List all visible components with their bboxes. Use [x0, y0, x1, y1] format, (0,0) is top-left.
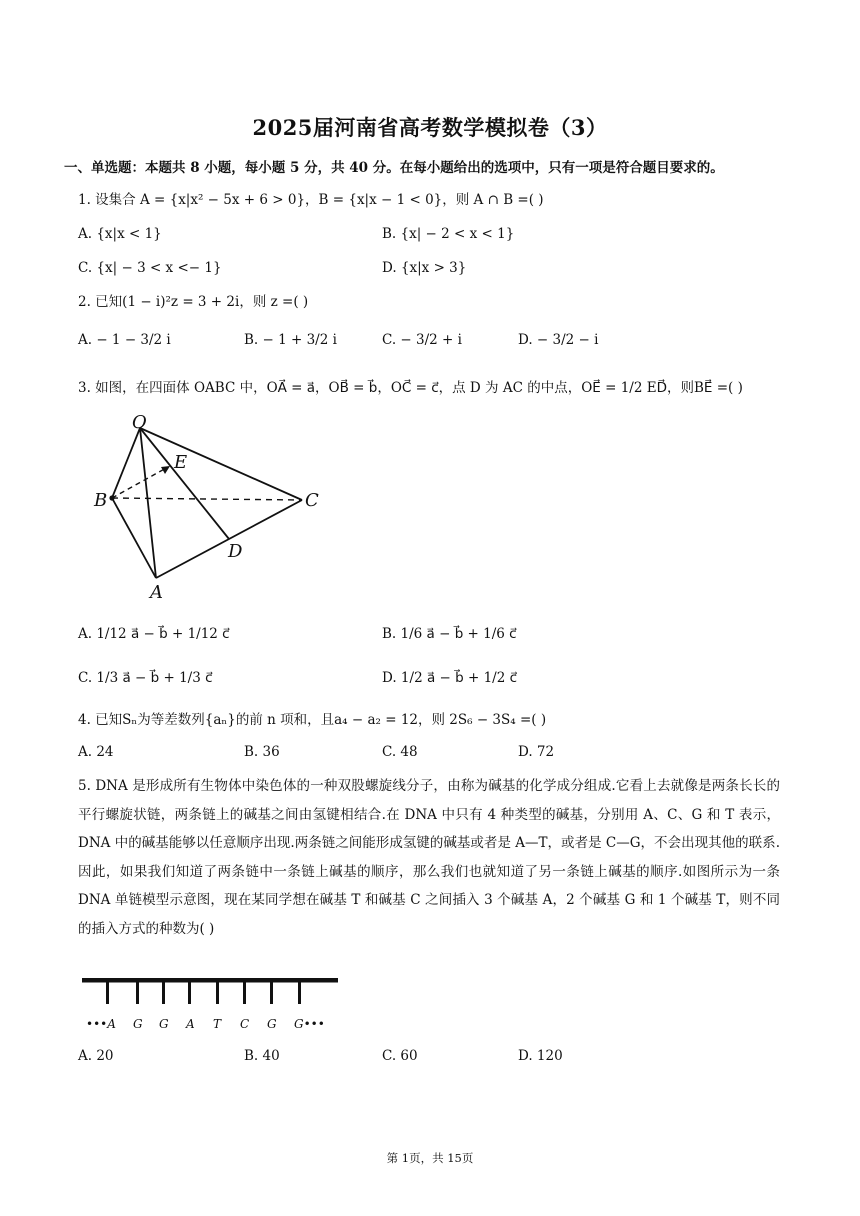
edge-bc-dashed — [112, 498, 302, 500]
q1-option-c: C. {x| − 3 < x <− 1} — [78, 260, 222, 276]
page-title: 2025届河南省高考数学模拟卷（3） — [252, 115, 608, 140]
page-footer: 第 1页，共 15页 — [386, 1151, 474, 1165]
q4-option-d: D. 72 — [518, 744, 555, 760]
dna-base-stick — [188, 982, 191, 1004]
label-d: D — [228, 541, 243, 562]
dna-label: G — [133, 1017, 143, 1031]
q5-option-b: B. 40 — [244, 1048, 280, 1064]
dna-label: T — [213, 1017, 222, 1031]
edge-ac — [156, 500, 302, 578]
q3-stem: 3. 如图，在四面体 OABC 中，OA⃗ = a⃗，OB⃗ = b⃗，OC⃗ = c⃗，点 D 为 AC 的中点，OE⃗ = 1/2 ED⃗，则BE⃗ =( ) — [78, 380, 743, 396]
dna-base-stick — [270, 982, 273, 1004]
dna-label: •••A — [86, 1017, 116, 1031]
tetrahedron-figure — [86, 412, 326, 608]
dna-base-stick — [162, 982, 165, 1004]
q4-option-c: C. 48 — [382, 744, 418, 760]
q2-option-d: D. − 3/2 − i — [518, 332, 599, 348]
edge-oa — [140, 428, 156, 578]
label-o: O — [132, 412, 147, 433]
edge-oc — [140, 428, 302, 500]
dna-label: G••• — [294, 1017, 325, 1031]
q1-stem: 1. 设集合 A = {x|x² − 5x + 6 > 0}，B = {x|x − 1 < 0}，则 A ∩ B =( ) — [78, 192, 544, 208]
section-heading: 一、单选题：本题共 8 小题，每小题 5 分，共 40 分。在每小题给出的选项中，只有一项是符合题目要求的。 — [64, 160, 724, 176]
dna-backbone — [82, 978, 338, 983]
dna-base-stick — [216, 982, 219, 1004]
q5-stem: 5. DNA 是形成所有生物体中染色体的一种双股螺旋线分子，由称为碱基的化学成分组成.它看上去就像是两条长长的平行螺旋状链，两条链上的碱基之间由氢键相结合.在 DNA 中只有 4 种类型的碱基，分别用 A、C、G 和 T 表示，DNA 中的碱基能够以任意顺序出现.两条链之间能形成氢键的碱基或者是 A—T，或者是 C—G，不会出现其他的联系.因此，如果我们知道了两条链中一条链上碱基的顺序，那么我们也就知道了另一条链上碱基的顺序.如图所示为一条 DNA 单链模型示意图，现在某同学想在碱基 T 和碱基 C 之间插入 3 个碱基 A，2 个碱基 G 和 1 个碱基 T，则不同的插入方式的种数为( ) — [78, 778, 780, 937]
q4-option-b: B. 36 — [244, 744, 280, 760]
q4-stem: 4. 已知Sₙ为等差数列{aₙ}的前 n 项和，且a₄ − a₂ = 12，则 2S₆ − 3S₄ =( ) — [78, 712, 547, 728]
q5-option-c: C. 60 — [382, 1048, 418, 1064]
q1-option-b: B. {x| − 2 < x < 1} — [382, 226, 515, 242]
dna-base-stick — [106, 982, 109, 1004]
q4-option-a: A. 24 — [78, 744, 114, 760]
q1-option-a: A. {x|x < 1} — [78, 226, 162, 242]
q3-option-c: C. 1/3 a⃗ − b⃗ + 1/3 c⃗ — [78, 670, 213, 686]
edge-ob — [112, 428, 140, 498]
q5-option-a: A. 20 — [78, 1048, 114, 1064]
dna-base-stick — [136, 982, 139, 1004]
vector-be-dashed — [112, 467, 168, 498]
q3-option-b: B. 1/6 a⃗ − b⃗ + 1/6 c⃗ — [382, 626, 517, 642]
dna-base-stick — [298, 982, 301, 1004]
dna-label: A — [186, 1017, 195, 1031]
label-a: A — [150, 582, 163, 603]
point-b-dot — [109, 495, 114, 500]
label-c: C — [305, 490, 319, 511]
dna-strand-figure — [80, 972, 342, 1036]
q2-stem: 2. 已知(1 − i)²z = 3 + 2i，则 z =( ) — [78, 294, 309, 310]
q1-option-d: D. {x|x > 3} — [382, 260, 467, 276]
q3-option-d: D. 1/2 a⃗ − b⃗ + 1/2 c⃗ — [382, 670, 518, 686]
label-e: E — [174, 452, 188, 473]
q3-option-a: A. 1/12 a⃗ − b⃗ + 1/12 c⃗ — [78, 626, 230, 642]
edge-od — [140, 428, 229, 539]
q2-option-c: C. − 3/2 + i — [382, 332, 462, 348]
q2-option-b: B. − 1 + 3/2 i — [244, 332, 337, 348]
dna-label: C — [240, 1017, 250, 1031]
label-b: B — [94, 490, 108, 511]
q5-option-d: D. 120 — [518, 1048, 563, 1064]
dna-base-stick — [243, 982, 246, 1004]
q2-option-a: A. − 1 − 3/2 i — [78, 332, 171, 348]
dna-label: G — [159, 1017, 169, 1031]
dna-label: G — [267, 1017, 277, 1031]
